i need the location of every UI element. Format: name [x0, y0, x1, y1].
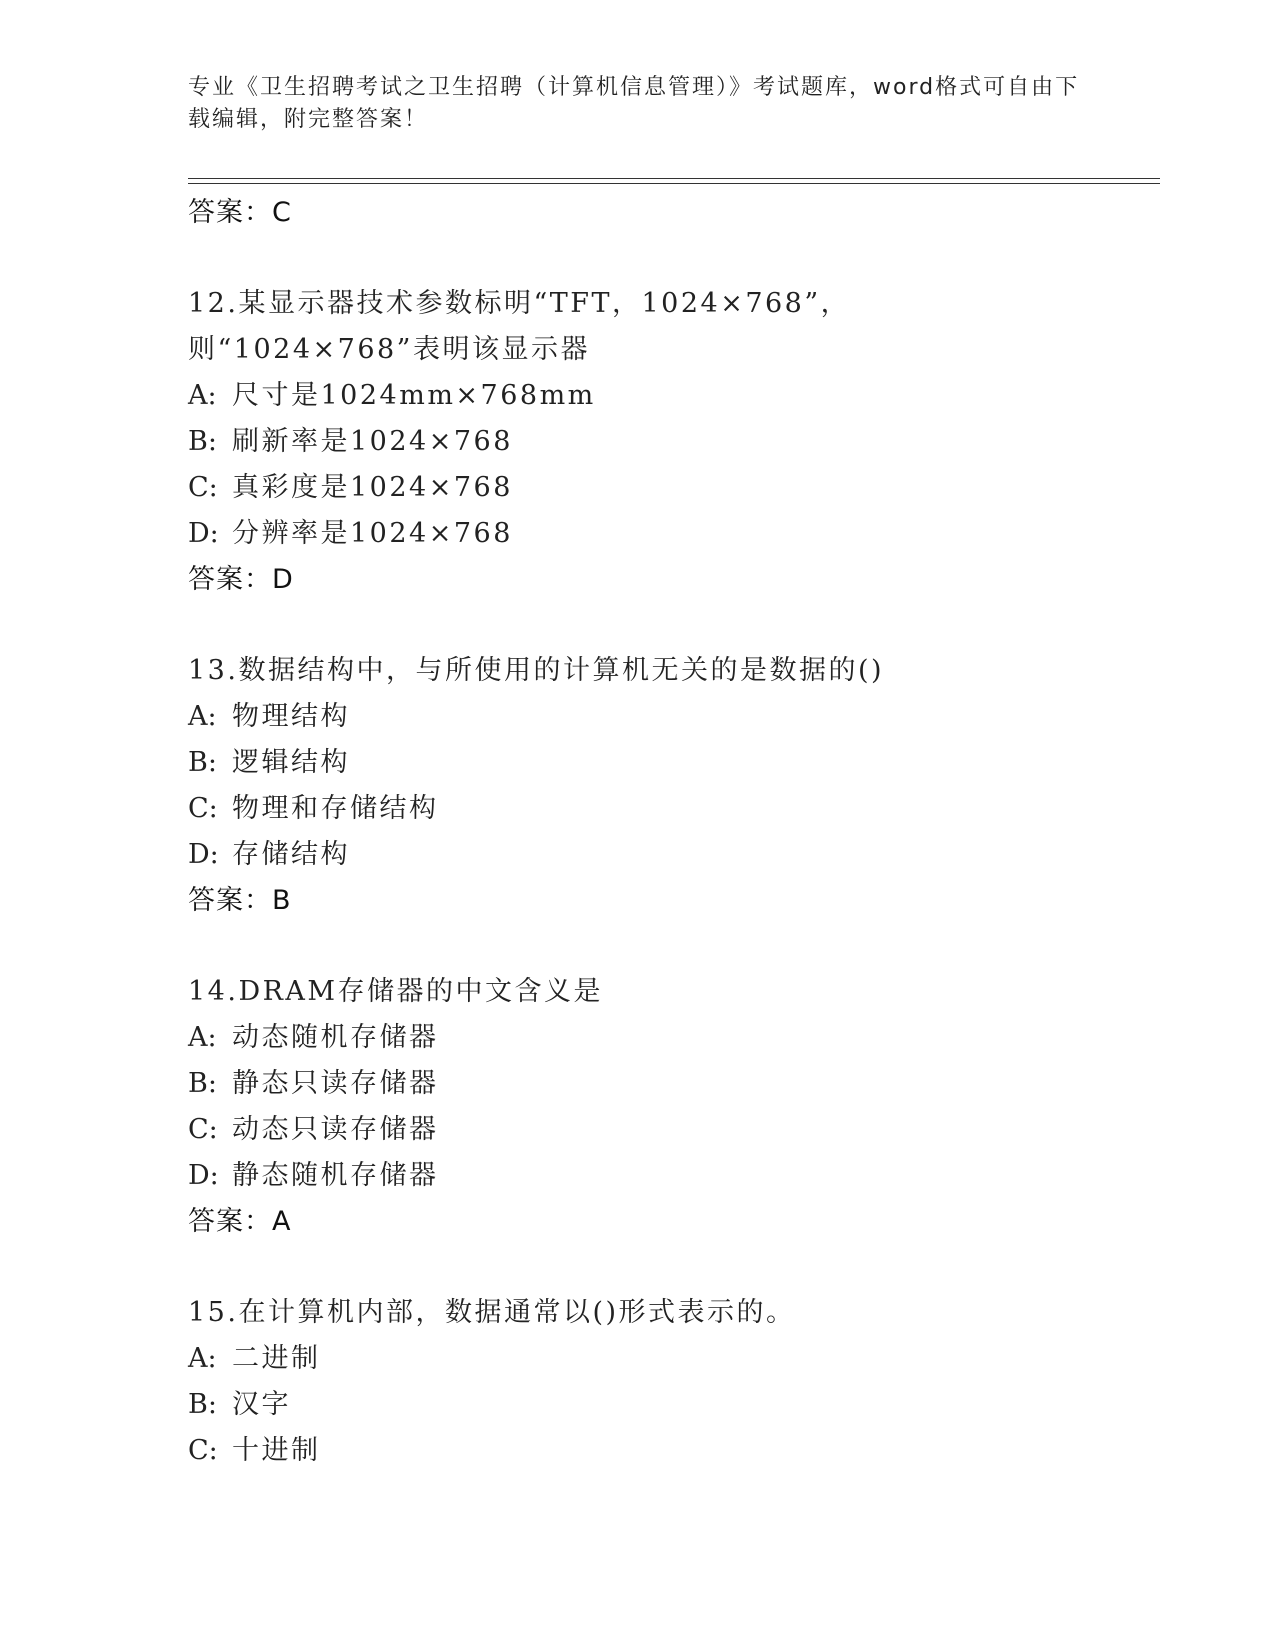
header-divider-top — [188, 178, 1160, 179]
option-letter: B: — [188, 747, 217, 778]
option-a — [188, 694, 1088, 740]
option-letter: A: — [188, 1022, 217, 1053]
option-a — [188, 1336, 1088, 1382]
option-letter: C: — [188, 1435, 218, 1466]
question-stem: 12.某显示器技术参数标明“TFT，1024×768”，则“1024×768”表明该显示器 — [188, 288, 851, 365]
option-letter: D: — [188, 1160, 219, 1191]
option-b — [188, 740, 1088, 786]
option-d — [188, 511, 1088, 557]
option-letter: A: — [188, 380, 217, 411]
option-text: 动态只读存储器 — [232, 1114, 439, 1145]
option-b — [188, 1061, 1088, 1107]
option-letter: B: — [188, 1068, 217, 1099]
option-text: 物理结构 — [232, 701, 350, 732]
answer-line: 答案：C — [188, 197, 292, 228]
option-letter: D: — [188, 839, 219, 870]
answer-line: 答案：B — [188, 885, 292, 916]
option-c — [188, 1107, 1088, 1153]
answer-line: 答案：D — [188, 564, 294, 595]
question-stem: 15.在计算机内部，数据通常以()形式表示的。 — [188, 1297, 796, 1328]
question-list — [188, 190, 1088, 1474]
option-text: 刷新率是1024×768 — [232, 426, 513, 457]
option-b — [188, 419, 1088, 465]
option-text: 动态随机存储器 — [232, 1022, 439, 1053]
option-letter: C: — [188, 793, 218, 824]
option-text: 静态随机存储器 — [232, 1160, 439, 1191]
option-text: 尺寸是1024mm×768mm — [232, 380, 596, 411]
option-a — [188, 373, 1088, 419]
option-c — [188, 786, 1088, 832]
option-text: 真彩度是1024×768 — [232, 472, 513, 503]
option-letter: B: — [188, 1389, 217, 1420]
answer-line: 答案：A — [188, 1206, 292, 1237]
option-letter: B: — [188, 426, 217, 457]
option-c — [188, 465, 1088, 511]
option-letter: C: — [188, 472, 218, 503]
option-letter: A: — [188, 1343, 217, 1374]
option-text: 存储结构 — [232, 839, 350, 870]
option-text: 分辨率是1024×768 — [232, 518, 513, 549]
option-b — [188, 1382, 1088, 1428]
option-text: 十进制 — [232, 1435, 321, 1466]
option-letter: C: — [188, 1114, 218, 1145]
header-divider-bottom — [188, 183, 1160, 184]
option-text: 二进制 — [232, 1343, 321, 1374]
option-text: 静态只读存储器 — [232, 1068, 439, 1099]
question-stem: 13.数据结构中，与所使用的计算机无关的是数据的() — [188, 655, 885, 686]
option-d — [188, 832, 1088, 878]
option-letter: D: — [188, 518, 219, 549]
option-letter: A: — [188, 701, 217, 732]
document-header: 专业《卫生招聘考试之卫生招聘（计算机信息管理）》考试题库，word格式可自由下载编辑，附完整答案！ — [188, 75, 1080, 132]
option-d — [188, 1153, 1088, 1199]
question-stem: 14.DRAM存储器的中文含义是 — [188, 976, 604, 1007]
option-c — [188, 1428, 1088, 1474]
option-a — [188, 1015, 1088, 1061]
option-text: 物理和存储结构 — [232, 793, 439, 824]
option-text: 逻辑结构 — [232, 747, 350, 778]
option-text: 汉字 — [232, 1389, 291, 1420]
